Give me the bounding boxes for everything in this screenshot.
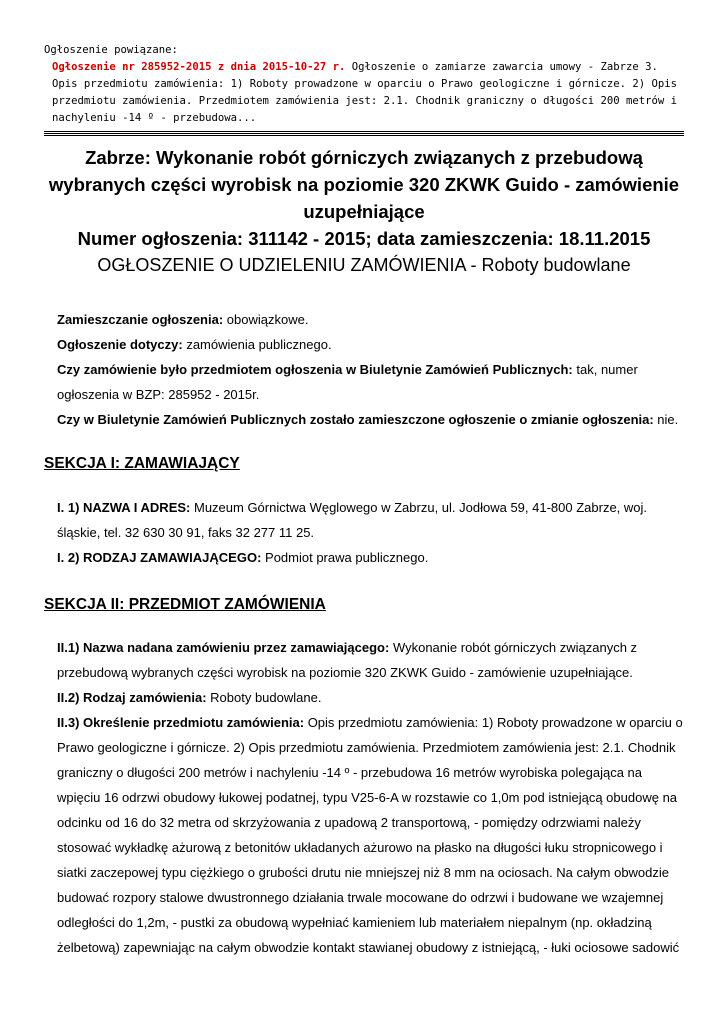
notice-number: Numer ogłoszenia: 311142 - 2015; data zamieszczenia: 18.11.2015: [77, 228, 651, 249]
horizontal-divider: [44, 131, 684, 136]
intro-label: Czy zamówienie było przedmiotem ogłoszenia w Biuletynie Zamówień Publicznych:: [57, 362, 573, 377]
intro-value: obowiązkowe.: [223, 312, 309, 327]
related-heading: Ogłoszenie powiązane:: [44, 44, 178, 56]
related-notice-text: Ogłoszenie o zamiarze zawarcia umowy - Zabrze 3. Opis przedmiotu zamówienia: 1) Roboty prowadzone w oparciu o Prawo geologiczne i górnicze. 2) Opis przedmiotu zamówienia. Przedmiotem zamówienia jest: 2.1. Chodnik graniczny o długości 200 metrów i nachyleniu -14 º - przebudowa...: [52, 61, 678, 124]
intro-label: Ogłoszenie dotyczy:: [57, 337, 183, 352]
intro-block: [44, 307, 684, 432]
section-2-label: II.3) Określenie przedmiotu zamówienia:: [57, 715, 305, 730]
intro-value: tak, numer ogłoszenia w BZP: 285952 - 2015r.: [57, 362, 638, 402]
intro-value: zamówienia publicznego.: [182, 337, 332, 352]
intro-label: Zamieszczanie ogłoszenia:: [57, 312, 224, 327]
section-2-heading: SEKCJA II: PRZEDMIOT ZAMÓWIENIA: [44, 596, 326, 613]
intro-item: [44, 357, 684, 407]
section-2-value: Opis przedmiotu zamówienia: 1) Roboty prowadzone w oparciu o Prawo geologiczne i górnicze. 2) Opis przedmiotu zamówienia. Przedmiotem zamówienia jest: 2.1. Chodnik graniczny o długości 200 metrów i nachyleniu -14 º - przebudowa 16 metrów wyrobiska polegająca na wpięciu 16 odrzwi obudowy łukowej podatnej, typu V25-6-A w rozstawie co 1,0m pod istniejącą obudowę na odcinku od 16 do 32 metra od skrzyżowania z upadową 2 transportową, - pomiędzy odrzwiami należy stosować wykładkę ażurową z betonitów układanych ażurowo na płasko na długości łuku stropnicowego i siatki zaczepowej typu ciężkiego o grubości drutu nie mniejszej niż 8 mm na ociosach. Na całym obwodzie budować rozpory stalowe dwustronnego działania trwale mocowane do odrzwi i budowane we wzajemnej odległości do 1,2m, - pustki za obudową wypełniać kamieniem lub materiałem niepalnym (np. okładziną żelbetową) zapewniając na całym obwodzie kontakt stawianej obudowy z istniejącą, - łuki ociosowe sadowić: [57, 715, 683, 955]
section-1-label: I. 2) RODZAJ ZAMAWIAJĄCEGO:: [57, 550, 262, 565]
intro-item: [44, 407, 684, 432]
section-2-label: II.2) Rodzaj zamówienia:: [57, 690, 207, 705]
section-2-item: [44, 685, 684, 710]
section-1-item: [44, 545, 684, 570]
intro-label: Czy w Biuletynie Zamówień Publicznych zostało zamieszczone ogłoszenie o zmianie ogłoszenia:: [57, 412, 654, 427]
related-notice-link[interactable]: Ogłoszenie nr 285952-2015 z dnia 2015-10-27 r.: [52, 61, 346, 73]
section-2-item: [44, 635, 684, 685]
related-body: [44, 59, 684, 127]
section-1-item: [44, 495, 684, 545]
notice-content: [44, 307, 684, 960]
section-1-value: Muzeum Górnictwa Węglowego w Zabrzu, ul. Jodłowa 59, 41-800 Zabrze, woj. śląskie, tel. 32 630 30 91, faks 32 277 11 25.: [57, 500, 648, 540]
notice-subtitle: OGŁOSZENIE O UDZIELENIU ZAMÓWIENIA - Roboty budowlane: [97, 255, 631, 275]
section-2-label: II.1) Nazwa nadana zamówieniu przez zamawiającego:: [57, 640, 390, 655]
section-2-block: [44, 635, 684, 960]
notice-title: Zabrze: Wykonanie robót górniczych związanych z przebudową wybranych części wyrobisk na poziomie 320 ZKWK Guido - zamówienie uzupełniające: [48, 147, 680, 222]
notice-title-block: [44, 144, 684, 279]
section-1-heading: SEKCJA I: ZAMAWIAJĄCY: [44, 455, 240, 472]
related-notice: [44, 42, 684, 127]
section-2-item: [44, 710, 684, 960]
section-2-value: Roboty budowlane.: [206, 690, 322, 705]
intro-item: [44, 307, 684, 332]
section-1-value: Podmiot prawa publicznego.: [261, 550, 429, 565]
intro-value: nie.: [653, 412, 679, 427]
intro-item: [44, 332, 684, 357]
section-2-value: Wykonanie robót górniczych związanych z przebudową wybranych części wyrobisk na poziomie 320 ZKWK Guido - zamówienie uzupełniające.: [57, 640, 638, 680]
section-1-label: I. 1) NAZWA I ADRES:: [57, 500, 191, 515]
section-1-block: [44, 495, 684, 570]
